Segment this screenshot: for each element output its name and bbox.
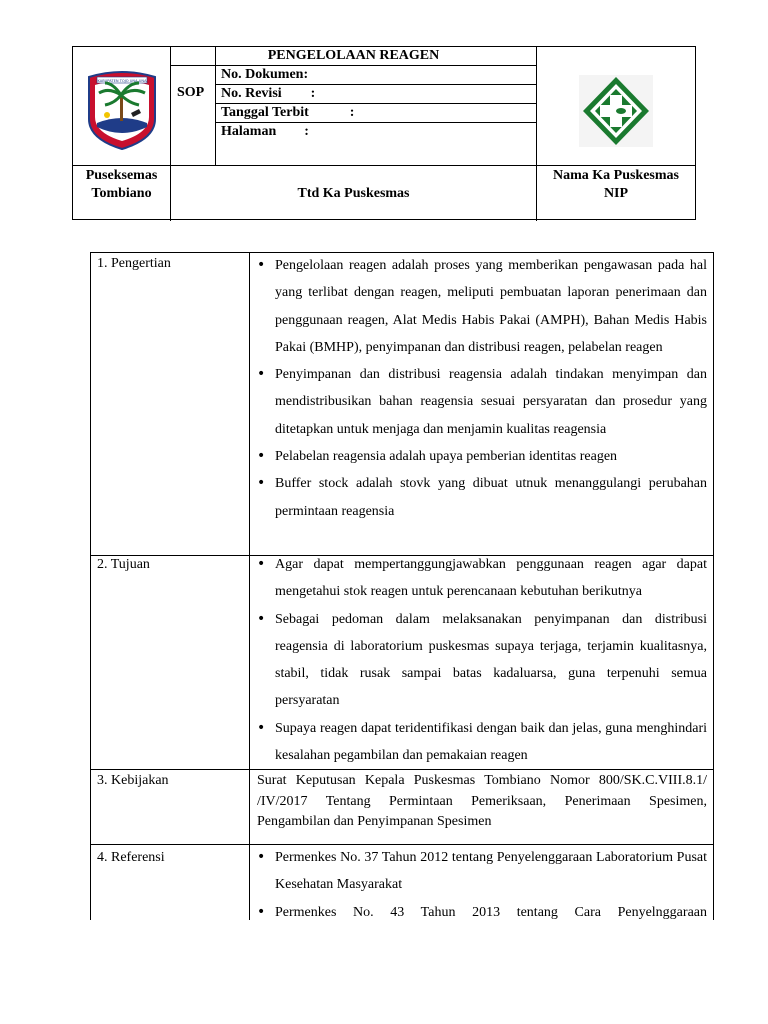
logo-caption: KABUPATEN TOJO UNA-UNA bbox=[97, 79, 147, 83]
signature-label: Ttd Ka Puskesmas bbox=[297, 186, 410, 201]
kabupaten-logo-icon bbox=[85, 69, 159, 151]
list-item: • Permenkes No. 43 Tahun 2013 tentang Cara Penyelnggaraan bbox=[251, 899, 707, 926]
section-label-tujuan: 2. Tujuan bbox=[97, 557, 150, 572]
section-content-kebijakan bbox=[251, 771, 707, 833]
puskesmas-logo-icon bbox=[579, 75, 653, 147]
head-info: Nama Ka Puskesmas NIP bbox=[552, 168, 679, 201]
section-content-pengertian bbox=[251, 252, 707, 525]
field-halaman: Halaman : bbox=[221, 124, 309, 139]
list-item: • Agar dapat mempertanggungjawabkan penggunaan reagen agar dapat mengetahui stok reagen untuk perencanaan kebutuhan berikutnya bbox=[251, 551, 707, 606]
list-item: • Buffer stock adalah stovk yang dibuat utnuk menanggulangi perubahan permintaan reagensia bbox=[251, 470, 707, 525]
section-content-tujuan bbox=[251, 551, 707, 769]
field-no-revisi: No. Revisi : bbox=[221, 86, 316, 101]
list-item: • Sebagai pedoman dalam melaksanakan penyimpanan dan distribusi reagensia di laboratorium puskesmas supaya terjaga, terjamin kualitasnya, stabil, tidak rusak sampai batas kadaluarsa, guna terpenuhi semua persyaratan bbox=[251, 606, 707, 715]
section-label-pengertian: 1. Pengertian bbox=[97, 256, 171, 271]
section-content-referensi bbox=[251, 844, 707, 926]
list-item: • Permenkes No. 37 Tahun 2012 tentang Penyelenggaraan Laboratorium Pusat Kesehatan Masyarakat bbox=[251, 844, 707, 899]
section-label-kebijakan: 3. Kebijakan bbox=[97, 773, 169, 788]
section-label-referensi: 4. Referensi bbox=[97, 850, 165, 865]
org-name: Puseksemas Tombiano bbox=[85, 168, 158, 201]
puskesmas-logo-cell bbox=[537, 47, 695, 165]
list-item: • Pengelolaan reagen adalah proses yang memberikan pengawasan pada hal yang terlibat dengan reagen, meliputi pembuatan laporan penerimaan dan penggunaan reagen, Alat Medis Habis Pakai (AMPH), Bahan Medis Habis Pakai (BMHP), penyimpanan dan distribusi reagen, pelabelan reagen bbox=[251, 252, 707, 361]
sop-content-table bbox=[90, 252, 714, 920]
field-tanggal-terbit: Tanggal Terbit : bbox=[221, 105, 355, 120]
list-item: • Penyimpanan dan distribusi reagensia adalah tindakan menyimpan dan mendistribusikan bahan reagensia sesuai persyaratan dan prosedur yang ditetapkan untuk menjaga dan menjamin kualitas reagensia bbox=[251, 361, 707, 443]
policy-text: Surat Keputusan Kepala Puskesmas Tombiano Nomor 800/SK.C.VIII.8.1/ /IV/2017 Tentang Permintaan Pemeriksaan, Penerimaan Spesimen, Pengambilan dan Penyimpanan Spesimen bbox=[257, 773, 707, 829]
header-divider bbox=[73, 165, 695, 166]
list-item: • Pelabelan reagensia adalah upaya pemberian identitas reagen bbox=[251, 443, 707, 470]
column-divider bbox=[249, 253, 250, 920]
sop-header-table bbox=[72, 46, 696, 220]
field-no-dokumen: No. Dokumen: bbox=[221, 67, 309, 82]
document-title: PENGELOLAAN REAGEN bbox=[267, 48, 440, 63]
sop-label: SOP bbox=[177, 85, 205, 100]
list-item: • Supaya reagen dapat teridentifikasi dengan baik dan jelas, guna menghindari kesalahan pegambilan dan pemakaian reagen bbox=[251, 715, 707, 770]
